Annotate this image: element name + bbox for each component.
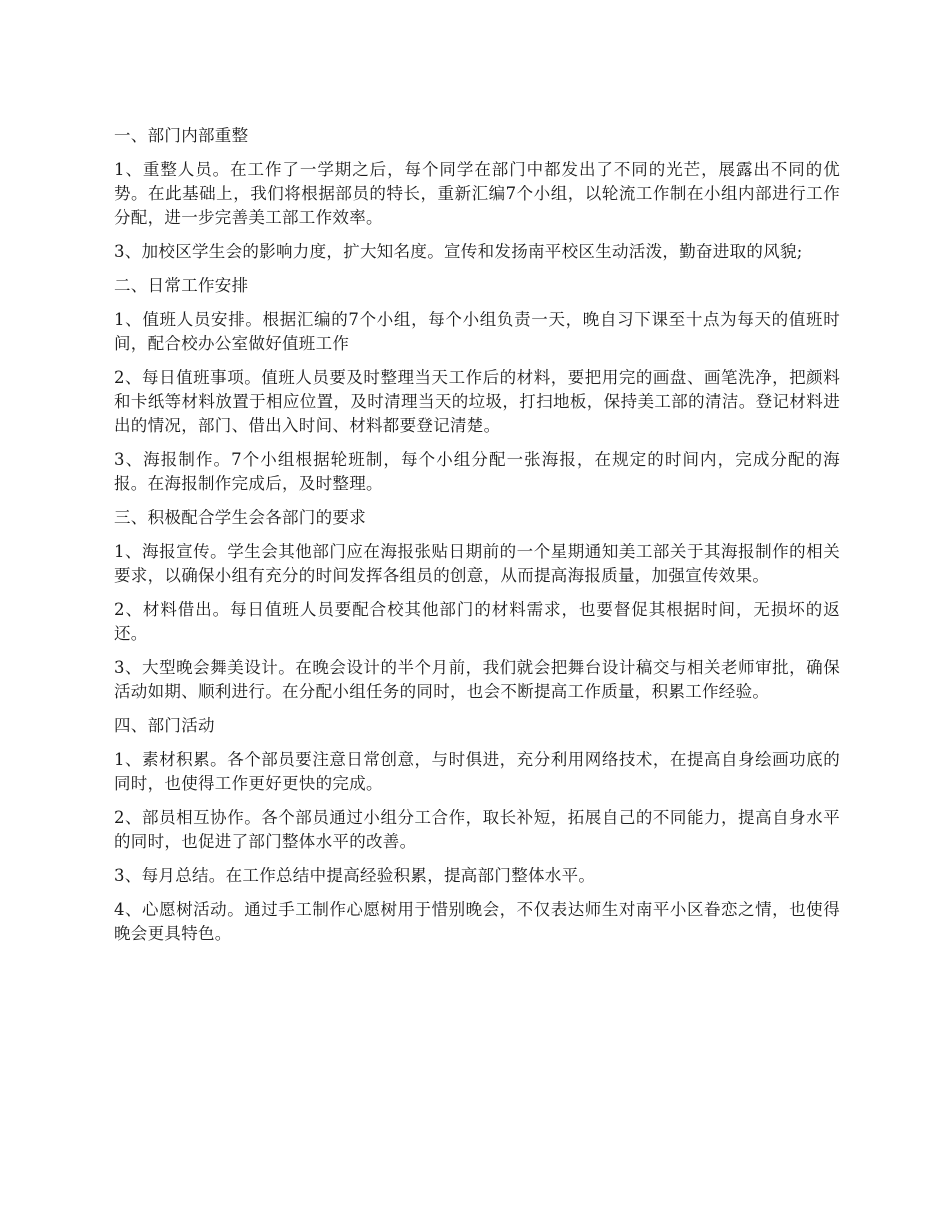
paragraph-stage-design: 3、大型晚会舞美设计。在晚会设计的半个月前，我们就会把舞台设计稿交与相关老师审批，确保活动如期、顺利进行。在分配小组任务的同时，也会不断提高工作质量，积累工作经验。 [114,658,840,701]
paragraph-collaboration: 2、部员相互协作。各个部员通过小组分工合作，取长补短，拓展自己的不同能力，提高自身水平的同时，也促进了部门整体水平的改善。 [114,808,840,851]
section-heading-activities: 四、部门活动 [114,716,215,735]
paragraph-restructure-staff: 1、重整人员。在工作了一学期之后，每个同学在部门中都发出了不同的光芒，展露出不同的优势。在此基础上，我们将根据部员的特长，重新汇编7个小组，以轮流工作制在小组内部进行工作分配，进一步完善美工部工作效率。 [114,160,840,227]
paragraph-material-accumulation: 1、素材积累。各个部员要注意日常创意，与时俱进，充分利用网络技术，在提高自身绘画功底的同时，也使得工作更好更快的完成。 [114,750,840,793]
paragraph-material-lending: 2、材料借出。每日值班人员要配合校其他部门的材料需求，也要督促其根据时间，无损坏的返还。 [114,600,840,643]
section-heading-internal-restructure: 一、部门内部重整 [114,126,249,145]
paragraph-daily-duty-items: 2、每日值班事项。值班人员要及时整理当天工作后的材料，要把用完的画盘、画笔洗净，把颜料和卡纸等材料放置于相应位置，及时清理当天的垃圾，打扫地板，保持美工部的清洁。登记材料进出的情况，部门、借出入时间、材料都要登记清楚。 [114,368,840,435]
paragraph-monthly-summary: 3、每月总结。在工作总结中提高经验积累，提高部门整体水平。 [114,866,596,885]
paragraph-poster-production: 3、海报制作。7个小组根据轮班制，每个小组分配一张海报，在规定的时间内，完成分配的海报。在海报制作完成后，及时整理。 [114,450,840,493]
section-heading-cooperation: 三、积极配合学生会各部门的要求 [114,508,366,527]
paragraph-wish-tree: 4、心愿树活动。通过手工制作心愿树用于惜别晚会，不仅表达师生对南平小区眷恋之情，也使得晚会更具特色。 [114,900,840,943]
paragraph-duty-staff: 1、值班人员安排。根据汇编的7个小组，每个小组负责一天，晚自习下课至十点为每天的值班时间，配合校办公室做好值班工作 [114,310,840,353]
section-heading-daily-work: 二、日常工作安排 [114,276,249,295]
paragraph-campus-influence: 3、加校区学生会的影响力度，扩大知名度。宣传和发扬南平校区生动活泼，勤奋进取的风貌; [114,242,803,261]
document-body [114,124,840,956]
paragraph-poster-publicity: 1、海报宣传。学生会其他部门应在海报张贴日期前的一个星期通知美工部关于其海报制作的相关要求，以确保小组有充分的时间发挥各组员的创意，从而提高海报质量，加强宣传效果。 [114,542,840,585]
